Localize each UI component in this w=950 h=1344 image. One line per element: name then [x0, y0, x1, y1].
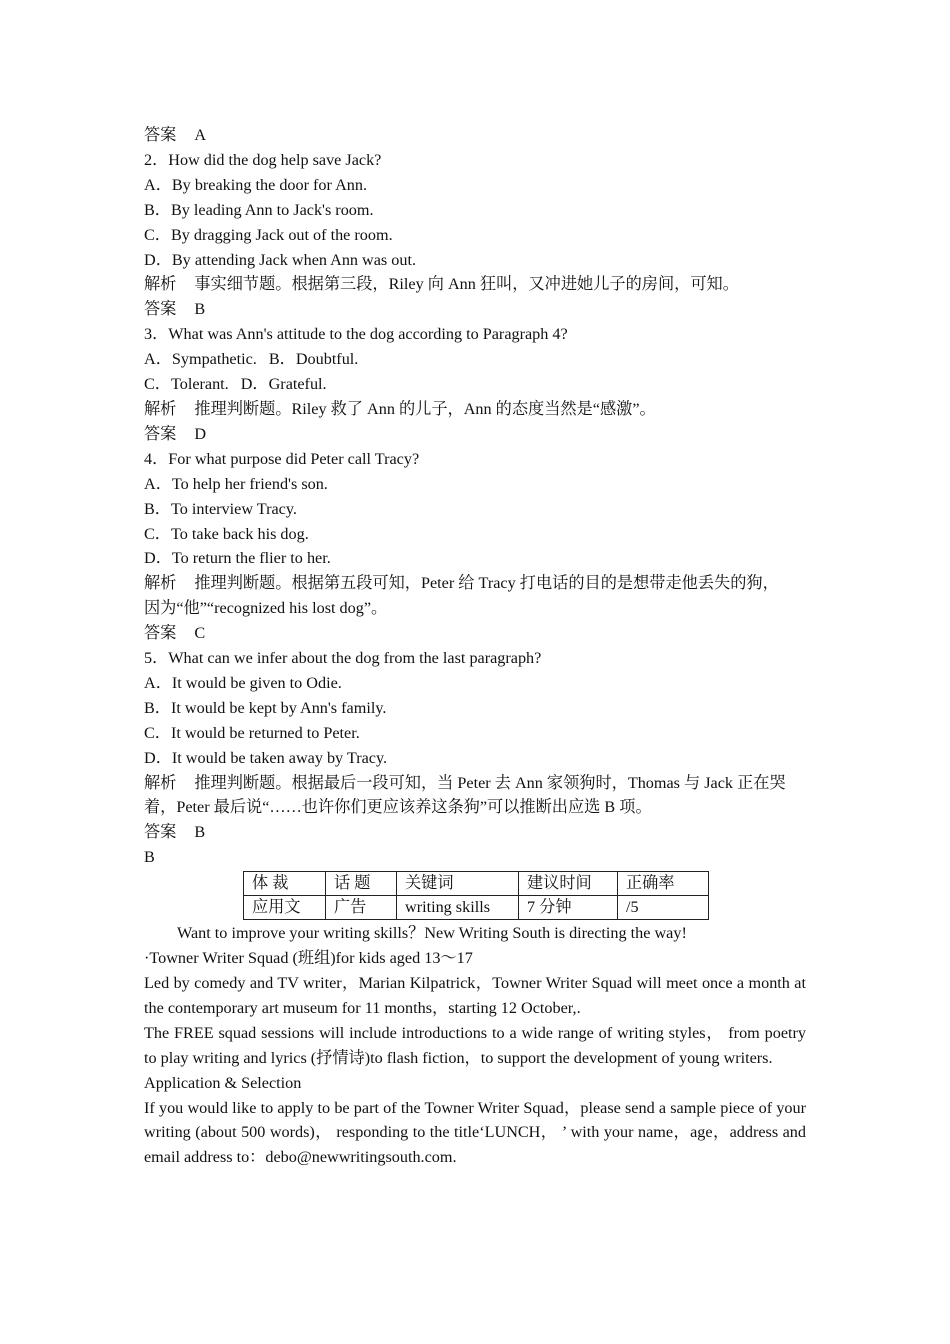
analysis-text: 推理判断题。Riley 救了 Ann 的儿子，Ann 的态度当然是“感激”。 [194, 399, 656, 418]
analysis-text: 推理判断题。根据最后一段可知，当 Peter 去 Ann 家领狗时，Thomas 与 Jack 正在哭 [194, 773, 786, 792]
table-cell: /5 [618, 896, 709, 920]
q3-option-c: C．Tolerant. [144, 375, 229, 394]
q3-options-cd [144, 372, 806, 397]
passage-paragraph-3: If you would like to apply to be part of the Towner Writer Squad，please send a sample piece of your writing (about 500 words)， responding to the title‘LUNCH， ’ with your name，age，address and email address to：debo@newwritingsouth.com. [144, 1098, 806, 1167]
analysis-label: 解析 [144, 773, 177, 792]
q3-answer [144, 422, 806, 447]
q4-analysis [144, 571, 806, 596]
q2-option-a: A．By breaking the door for Ann. [144, 175, 367, 194]
passage-paragraph-1: Led by comedy and TV writer，Marian Kilpatrick，Towner Writer Squad will meet once a month at the contemporary art museum for 11 months，starting 12 October,. [144, 974, 806, 1017]
passage-paragraph-2: The FREE squad sessions will include introductions to a wide range of writing styles， from poetry to play writing and lyrics (抒情诗)to flash fiction，to support the development of young writers. [144, 1023, 806, 1067]
passage-intro: Want to improve your writing skills？New Writing South is directing the way! [177, 924, 687, 943]
answer-value: D [194, 424, 207, 443]
answer-value: B [194, 300, 206, 319]
q4-answer [144, 621, 806, 646]
q4-option-b: B．To interview Tracy. [144, 499, 297, 518]
answer-label: 答案 [144, 624, 177, 643]
table-header-cell: 关键词 [397, 872, 519, 896]
table-row [244, 872, 709, 896]
q3-analysis [144, 397, 806, 422]
analysis-text: 推理判断题。根据第五段可知，Peter 给 Tracy 打电话的目的是想带走他丢失的狗， [194, 574, 779, 593]
q5-option-d: D．It would be taken away by Tracy. [144, 748, 388, 767]
answer-value: B [194, 823, 206, 842]
analysis-label: 解析 [144, 399, 177, 418]
q3-options-ab [144, 347, 806, 372]
table-header-cell: 正确率 [618, 872, 709, 896]
table-header-cell: 话 题 [326, 872, 397, 896]
q2-analysis [144, 272, 806, 297]
squad-title: ·Towner Writer Squad (班组)for kids aged 13～17 [144, 949, 473, 968]
q5-option-c: C．It would be returned to Peter. [144, 723, 360, 742]
q1-answer [144, 123, 806, 148]
q3-option-d: D．Grateful. [240, 375, 327, 394]
table-header-cell: 建议时间 [519, 872, 618, 896]
q2-option-c: C．By dragging Jack out of the room. [144, 225, 393, 244]
info-table [243, 871, 709, 920]
application-heading: Application & Selection [144, 1073, 302, 1092]
table-cell: 广告 [326, 896, 397, 920]
q4-option-d: D．To return the flier to her. [144, 549, 331, 568]
q2-option-b: B．By leading Ann to Jack's room. [144, 200, 374, 219]
q5-question: 5．What can we infer about the dog from the last paragraph? [144, 649, 542, 668]
q5-analysis-cont: 着，Peter 最后说“……也许你们更应该养这条狗”可以推断出应选 B 项。 [144, 798, 652, 817]
answer-label: 答案 [144, 424, 177, 443]
table-cell: 应用文 [244, 896, 326, 920]
q3-option-b: B．Doubtful. [268, 350, 359, 369]
q2-answer [144, 297, 806, 322]
answer-label: 答案 [144, 300, 177, 319]
q4-question: 4．For what purpose did Peter call Tracy? [144, 449, 420, 468]
analysis-text: 事实细节题。根据第三段，Riley 向 Ann 狂叫，又冲进她儿子的房间，可知。 [194, 275, 739, 294]
answer-value: C [194, 624, 206, 643]
q4-analysis-cont: 因为“他”“recognized his lost dog”。 [144, 599, 388, 618]
table-header-cell: 体 裁 [244, 872, 326, 896]
q4-option-a: A．To help her friend's son. [144, 474, 328, 493]
answer-value: A [194, 126, 207, 144]
analysis-label: 解析 [144, 574, 177, 593]
q5-option-a: A．It would be given to Odie. [144, 673, 342, 692]
document-page [144, 123, 806, 1170]
analysis-label: 解析 [144, 275, 177, 294]
table-row [244, 896, 709, 920]
answer-label: 答案 [144, 126, 177, 144]
q2-question: 2．How did the dog help save Jack? [144, 150, 382, 169]
q3-question: 3．What was Ann's attitude to the dog according to Paragraph 4? [144, 325, 568, 344]
q5-answer [144, 820, 806, 845]
table-cell: writing skills [397, 896, 519, 920]
table-cell: 7 分钟 [519, 896, 618, 920]
q3-option-a: A．Sympathetic. [144, 350, 257, 369]
answer-label: 答案 [144, 823, 177, 842]
q2-option-d: D．By attending Jack when Ann was out. [144, 250, 417, 269]
q4-option-c: C．To take back his dog. [144, 524, 309, 543]
q5-option-b: B．It would be kept by Ann's family. [144, 698, 387, 717]
section-heading: B [144, 848, 155, 867]
q5-analysis [144, 771, 806, 796]
